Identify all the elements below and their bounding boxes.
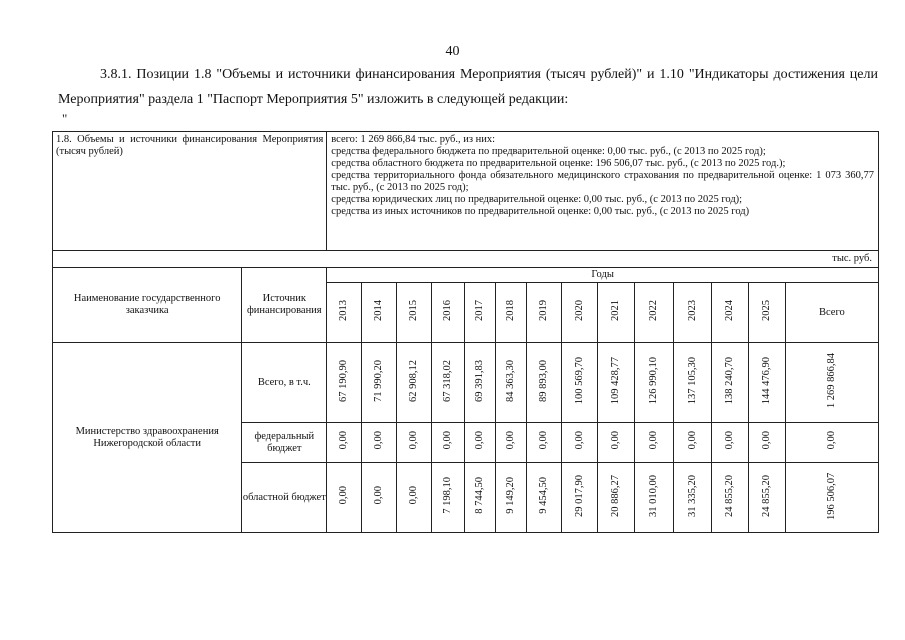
value-cell: 0,00 xyxy=(362,463,397,533)
value-cell: 84 363,30 xyxy=(496,343,527,423)
table-row xyxy=(53,343,879,423)
year-header: 2015 xyxy=(396,283,431,343)
value-cell: 67 190,90 xyxy=(327,343,362,423)
value-cell: 0,00 xyxy=(396,423,431,463)
value-cell: 0,00 xyxy=(748,423,785,463)
value-cell: 7 198,10 xyxy=(431,463,465,533)
passport-line: средства юридических лиц по предварительной оценке: 0,00 тыс. руб., (с 2013 по 2025 год); xyxy=(331,194,743,205)
value-cell: 0,00 xyxy=(327,423,362,463)
value-cell: 0,00 xyxy=(465,423,496,463)
header-row-years xyxy=(53,268,879,283)
passport-line: средства территориального фонда обязательного медицинского страхования по предварительной оценке: 1 073 360,77 тыс. руб., (с 2013 по 2025 год); xyxy=(331,170,874,193)
value-cell: 24 855,20 xyxy=(712,463,749,533)
passport-line: средства областного бюджета по предварительной оценке: 196 506,07 тыс. руб., (с 2013 по 2025 год.); xyxy=(331,158,786,169)
total-cell: 1 269 866,84 xyxy=(785,343,878,423)
value-cell: 62 908,12 xyxy=(396,343,431,423)
value-cell: 144 476,90 xyxy=(748,343,785,423)
value-cell: 20 886,27 xyxy=(598,463,635,533)
value-cell: 31 335,20 xyxy=(674,463,712,533)
value-cell: 0,00 xyxy=(712,423,749,463)
passport-line: средства федерального бюджета по предварительной оценке: 0,00 тыс. руб., (с 2013 по 2025 год); xyxy=(331,146,766,157)
passport-line: всего: 1 269 866,84 тыс. руб., из них: xyxy=(331,134,496,145)
header-customer: Наименование государственного заказчика xyxy=(53,268,242,343)
value-cell: 31 010,00 xyxy=(635,463,674,533)
value-cell: 137 105,30 xyxy=(674,343,712,423)
value-cell: 0,00 xyxy=(674,423,712,463)
value-cell: 138 240,70 xyxy=(712,343,749,423)
value-cell: 0,00 xyxy=(327,463,362,533)
year-header: 2016 xyxy=(431,283,465,343)
year-header: 2025 xyxy=(748,283,785,343)
value-cell: 89 893,00 xyxy=(526,343,561,423)
header-source: Источник финансирования xyxy=(242,268,327,343)
year-header: 2018 xyxy=(496,283,527,343)
unit-row xyxy=(53,251,879,268)
row-source: федеральный бюджет xyxy=(242,423,327,463)
value-cell: 0,00 xyxy=(635,423,674,463)
year-header: 2013 xyxy=(327,283,362,343)
year-header: 2024 xyxy=(712,283,749,343)
total-cell: 196 506,07 xyxy=(785,463,878,533)
passport-text xyxy=(327,132,879,251)
unit-label: тыс. руб. xyxy=(53,251,879,268)
value-cell: 0,00 xyxy=(396,463,431,533)
value-cell: 71 990,20 xyxy=(362,343,397,423)
quote-mark: " xyxy=(62,111,68,126)
passport-label: 1.8. Объемы и источники финансирования Мероприятия (тысяч рублей) xyxy=(53,132,327,251)
financing-table xyxy=(52,131,879,533)
intro-paragraph: 3.8.1. Позиции 1.8 "Объемы и источники финансирования Мероприятия (тысяч рублей)" и 1.10 "Индикаторы достижения цели Мероприятия" раздела 1 "Паспорт Мероприятия 5" изложить в следующей редакции: xyxy=(58,67,878,107)
value-cell: 0,00 xyxy=(598,423,635,463)
value-cell: 0,00 xyxy=(561,423,598,463)
value-cell: 9 149,20 xyxy=(496,463,527,533)
value-cell: 0,00 xyxy=(526,423,561,463)
page-number: 40 xyxy=(445,44,460,59)
value-cell: 9 454,50 xyxy=(526,463,561,533)
year-header: 2017 xyxy=(465,283,496,343)
row-source: Всего, в т.ч. xyxy=(242,343,327,423)
value-cell: 69 391,83 xyxy=(465,343,496,423)
row-source: областной бюджет xyxy=(242,463,327,533)
year-header: 2020 xyxy=(561,283,598,343)
header-years: Годы xyxy=(327,268,879,283)
value-cell: 126 990,10 xyxy=(635,343,674,423)
value-cell: 29 017,90 xyxy=(561,463,598,533)
value-cell: 67 318,02 xyxy=(431,343,465,423)
year-header: 2014 xyxy=(362,283,397,343)
year-header: 2021 xyxy=(598,283,635,343)
value-cell: 100 569,70 xyxy=(561,343,598,423)
value-cell: 24 855,20 xyxy=(748,463,785,533)
total-cell: 0,00 xyxy=(785,423,878,463)
customer-name: Министерство здравоохранения Нижегородской области xyxy=(53,343,242,533)
value-cell: 8 744,50 xyxy=(465,463,496,533)
passport-line: средства из иных источников по предварительной оценке: 0,00 тыс. руб., (с 2013 по 2025 год) xyxy=(331,206,750,217)
year-header: 2022 xyxy=(635,283,674,343)
year-header: 2019 xyxy=(526,283,561,343)
header-total: Всего xyxy=(785,283,878,343)
value-cell: 0,00 xyxy=(496,423,527,463)
value-cell: 109 428,77 xyxy=(598,343,635,423)
value-cell: 0,00 xyxy=(431,423,465,463)
year-header: 2023 xyxy=(674,283,712,343)
passport-row xyxy=(53,132,879,251)
value-cell: 0,00 xyxy=(362,423,397,463)
